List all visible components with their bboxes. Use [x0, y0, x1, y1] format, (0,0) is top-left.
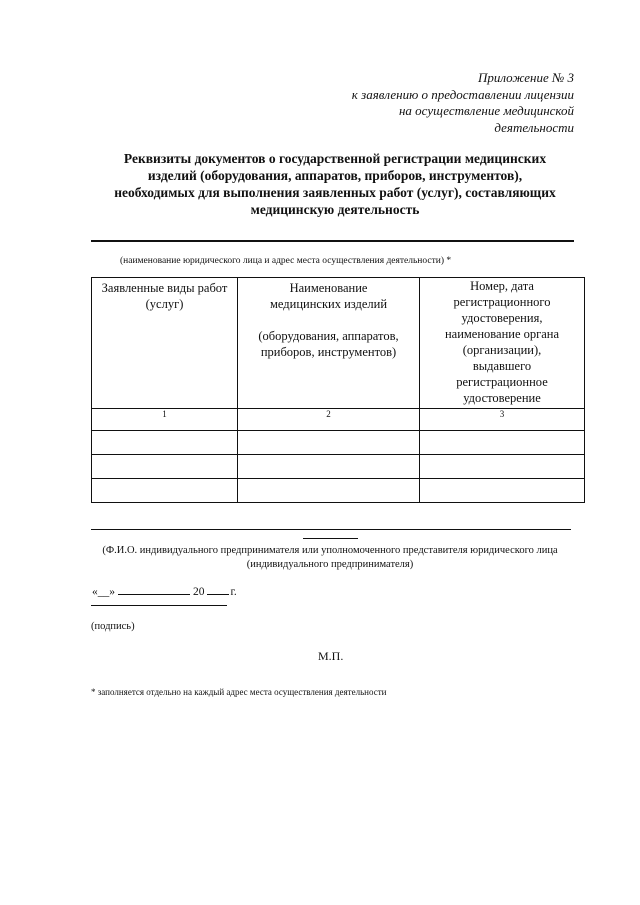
table-row[interactable]: [92, 455, 585, 479]
table-number-row: [92, 409, 585, 431]
seal-mark: М.П.: [318, 649, 344, 663]
column-number: 3: [420, 409, 585, 431]
table-header-row: [92, 278, 585, 409]
signatory-fill-line[interactable]: [91, 529, 571, 530]
signatory-short-line: [303, 538, 358, 539]
table-cell[interactable]: [420, 431, 585, 455]
column-number: 2: [238, 409, 420, 431]
entity-caption: (наименование юридического лица и адрес места осуществления деятельности) *: [120, 256, 452, 266]
table-row[interactable]: [92, 479, 585, 503]
signatory-caption: [60, 544, 600, 572]
date-month-field[interactable]: [118, 583, 190, 595]
signatory-caption-line-1: (Ф.И.О. индивидуального предпринимателя или уполномоченного представителя юридического лица: [102, 545, 558, 556]
signature-fill-line[interactable]: [91, 605, 227, 606]
appendix-number: Приложение № 3: [477, 70, 574, 85]
footnote: * заполняется отдельно на каждый адрес места осуществления деятельности: [91, 687, 387, 697]
document-title: [95, 150, 575, 218]
title-line-2: изделий (оборудования, аппаратов, приборов, инструментов),: [147, 168, 523, 183]
table-cell[interactable]: [238, 455, 420, 479]
table-cell[interactable]: [238, 479, 420, 503]
requisites-table: [91, 277, 585, 503]
table-cell[interactable]: [92, 431, 238, 455]
table-cell[interactable]: [92, 479, 238, 503]
header-services: Заявленные виды работ (услуг): [92, 278, 238, 409]
appendix-line-2: к заявлению о предоставлении лицензии: [351, 86, 574, 102]
column-number: 1: [92, 409, 238, 431]
header-devices-name: Наименование медицинских изделий: [269, 281, 388, 311]
title-line-4: медицинскую деятельность: [250, 202, 420, 217]
table-cell[interactable]: [238, 431, 420, 455]
appendix-header: [274, 70, 574, 136]
header-devices-detail: (оборудования, аппаратов, приборов, инструментов): [258, 329, 399, 359]
title-line-3: необходимых для выполнения заявленных работ (услуг), составляющих: [114, 185, 556, 200]
date-quote-close: »: [109, 586, 115, 598]
header-devices: [238, 278, 420, 409]
table-cell[interactable]: [420, 455, 585, 479]
date-day-field[interactable]: __: [97, 586, 110, 598]
table-cell[interactable]: [420, 479, 585, 503]
table-row[interactable]: [92, 431, 585, 455]
title-line-1: Реквизиты документов о государственной регистрации медицинских: [123, 151, 547, 166]
date-year-prefix: 20: [193, 586, 205, 598]
appendix-line-3: на осуществление медицинской: [398, 103, 574, 118]
date-quote-open: «: [92, 586, 98, 598]
header-registration: Номер, дата регистрационного удостоверения, наименование органа (организации), выдавшего регистрационное удостоверение: [420, 278, 585, 409]
date-year-suffix: г.: [230, 586, 237, 598]
signatory-caption-line-2: (индивидуального предпринимателя): [246, 559, 414, 570]
entity-fill-line[interactable]: [91, 240, 574, 242]
signature-caption: (подпись): [91, 621, 135, 632]
table-cell[interactable]: [92, 455, 238, 479]
appendix-line-4: деятельности: [494, 119, 574, 135]
date-line: [92, 583, 237, 599]
date-year-field[interactable]: [207, 583, 229, 595]
